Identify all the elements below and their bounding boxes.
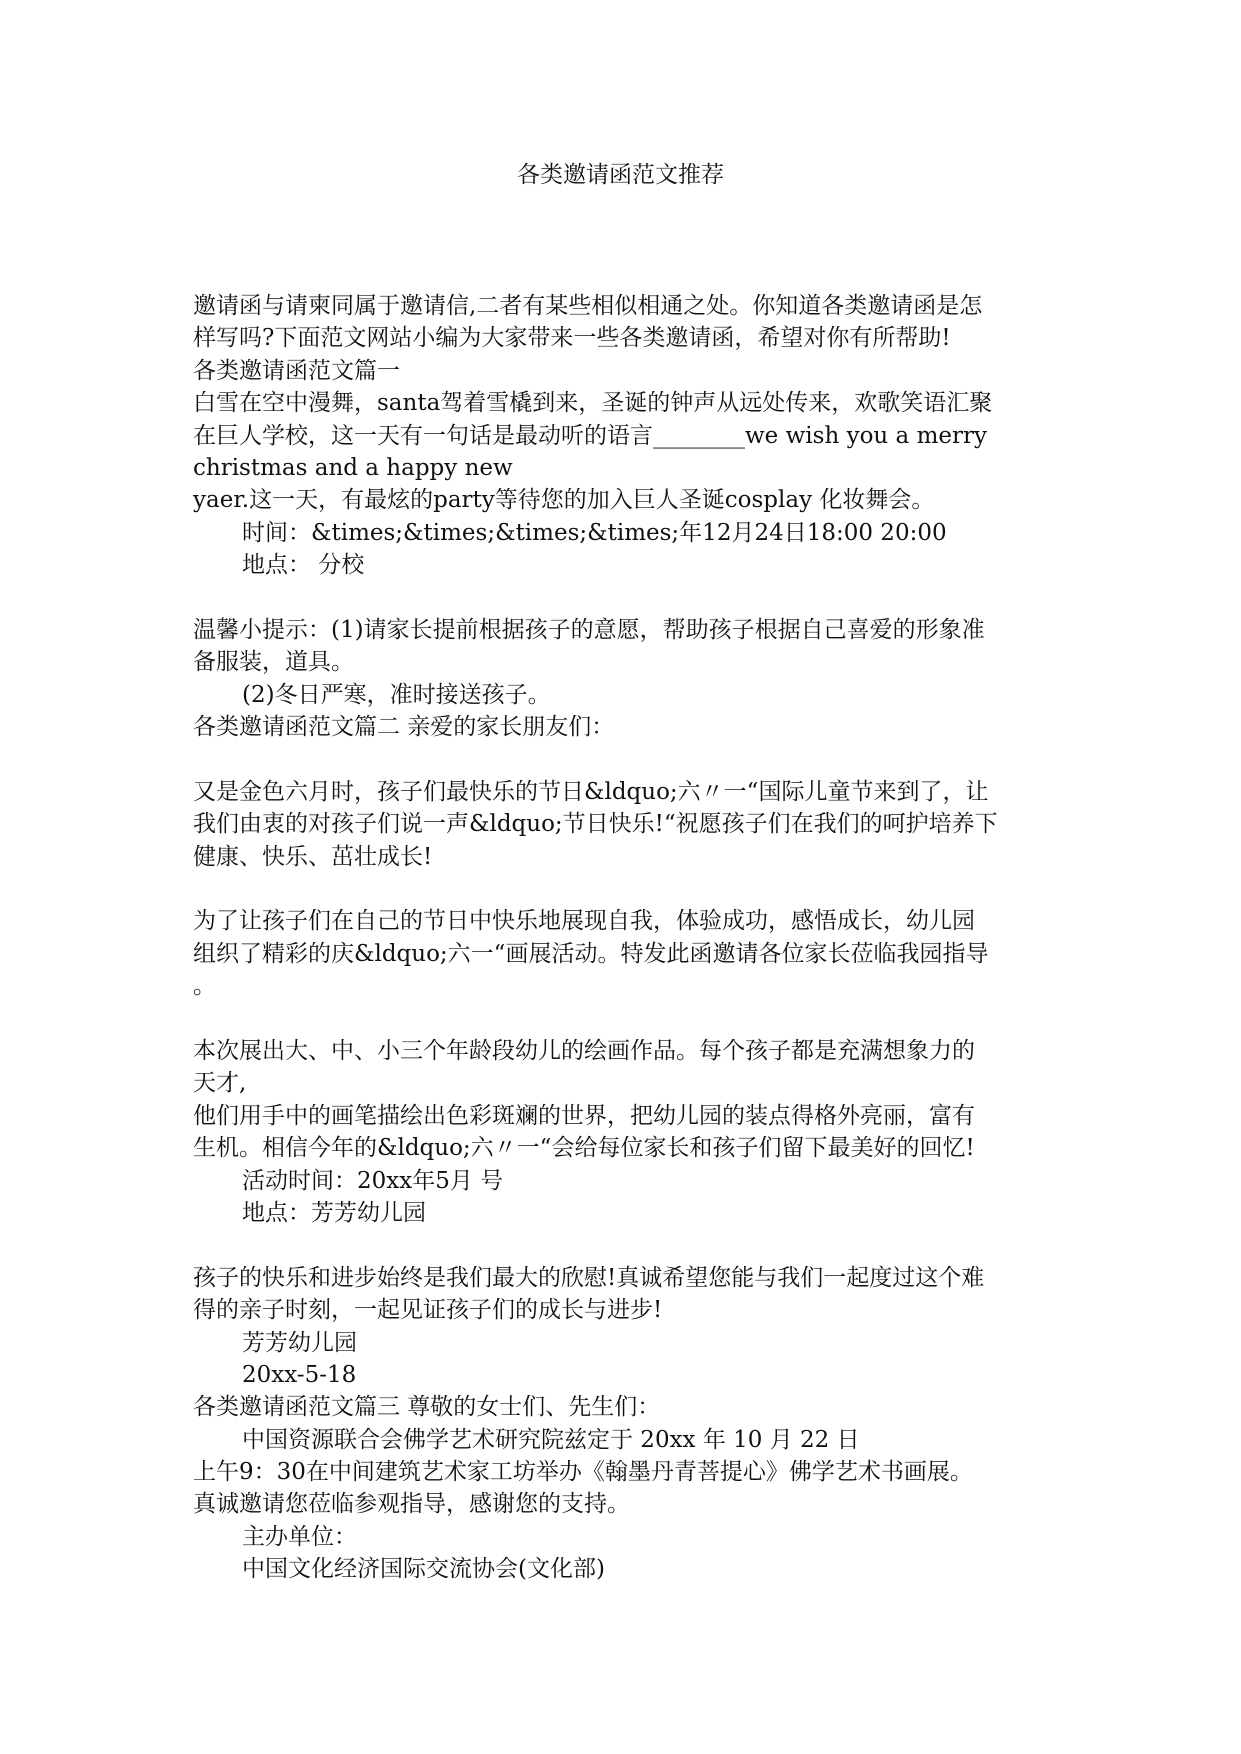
paragraph-line: christmas and a happy new — [193, 454, 513, 481]
blank-line — [193, 1229, 1053, 1261]
blank-line — [193, 743, 1053, 775]
paragraph-line: 生机。相信今年的&ldquo;六〃一“会给每位家长和孩子们留下最美好的回忆! — [193, 1135, 975, 1162]
organizer-label: 主办单位： — [242, 1523, 357, 1550]
organizer-name: 中国文化经济国际交流协会(文化部) — [242, 1556, 605, 1583]
paragraph-line: 本次展出大、中、小三个年龄段幼儿的绘画作品。每个孩子都是充满想象力的 — [193, 1037, 975, 1064]
paragraph-line: 我们由衷的对孩子们说一声&ldquo;节日快乐!“祝愿孩子们在我们的呵护培养下 — [193, 811, 998, 838]
section-heading: 各类邀请函范文篇二 亲爱的家长朋友们： — [193, 714, 615, 741]
paragraph-line: 健康、快乐、茁壮成长! — [193, 843, 433, 870]
date-line: 20xx-5-18 — [242, 1361, 357, 1388]
paragraph-line: 他们用手中的画笔描绘出色彩斑斓的世界，把幼儿园的装点得格外亮丽，富有 — [193, 1102, 975, 1129]
paragraph-line: 样写吗?下面范文网站小编为大家带来一些各类邀请函，希望对你有所帮助! — [193, 325, 951, 352]
paragraph-line: (2)冬日严寒，准时接送孩子。 — [242, 681, 551, 708]
blank-line — [193, 582, 1053, 614]
paragraph-line: 。 — [193, 973, 216, 1000]
signature-line: 芳芳幼儿园 — [242, 1329, 357, 1356]
paragraph-line: 中国资源联合会佛学艺术研究院兹定于 20xx 年 10 月 22 日 — [242, 1426, 860, 1453]
paragraph-line: 备服装，道具。 — [193, 649, 354, 676]
paragraph-line: 组织了精彩的庆&ldquo;六一“画展活动。特发此函邀请各位家长莅临我园指导 — [193, 940, 989, 967]
paragraph-line: 孩子的快乐和进步始终是我们最大的欣慰!真诚希望您能与我们一起度过这个难 — [193, 1264, 985, 1291]
blank-line — [193, 1003, 1053, 1035]
event-time-line: 活动时间：20xx年5月 号 — [242, 1167, 504, 1194]
paragraph-line: 邀请函与请柬同属于邀请信,二者有某些相似相通之处。你知道各类邀请函是怎 — [193, 293, 983, 319]
paragraph-line: 在巨人学校，这一天有一句话是最动听的语言________we wish you a merry — [193, 422, 987, 449]
document-body — [193, 290, 1053, 1586]
paragraph-line: 天才, — [193, 1070, 247, 1097]
blank-line — [193, 873, 1053, 905]
paragraph-line: 为了让孩子们在自己的节日中快乐地展现自我，体验成功，感悟成长，幼儿园 — [193, 908, 975, 935]
paragraph-line: 白雪在空中漫舞，santa驾着雪橇到来，圣诞的钟声从远处传来，欢歌笑语汇聚 — [193, 390, 993, 417]
section-heading: 各类邀请函范文篇三 尊敬的女士们、先生们： — [193, 1394, 661, 1421]
event-location-line: 地点： 分校 — [242, 552, 365, 579]
paragraph-line: 温馨小提示：(1)请家长提前根据孩子的意愿，帮助孩子根据自己喜爱的形象准 — [193, 616, 985, 643]
event-location-line: 地点：芳芳幼儿园 — [242, 1199, 426, 1226]
event-time-line: 时间：&times;&times;&times;&times;年12月24日18:00 20:00 — [242, 519, 947, 546]
section-heading: 各类邀请函范文篇一 — [193, 357, 400, 384]
paragraph-line: 又是金色六月时，孩子们最快乐的节日&ldquo;六〃一“国际儿童节来到了，让 — [193, 778, 989, 805]
document-title: 各类邀请函范文推荐 — [517, 162, 724, 188]
paragraph-line: 上午9：30在中间建筑艺术家工坊举办《翰墨丹青菩提心》佛学艺术书画展。 — [193, 1459, 973, 1486]
paragraph-line: 得的亲子时刻，一起见证孩子们的成长与进步! — [193, 1297, 663, 1324]
paragraph-line: 真诚邀请您莅临参观指导，感谢您的支持。 — [193, 1491, 630, 1518]
paragraph-line: yaer.这一天，有最炫的party等待您的加入巨人圣诞cosplay 化妆舞会。 — [193, 487, 935, 514]
